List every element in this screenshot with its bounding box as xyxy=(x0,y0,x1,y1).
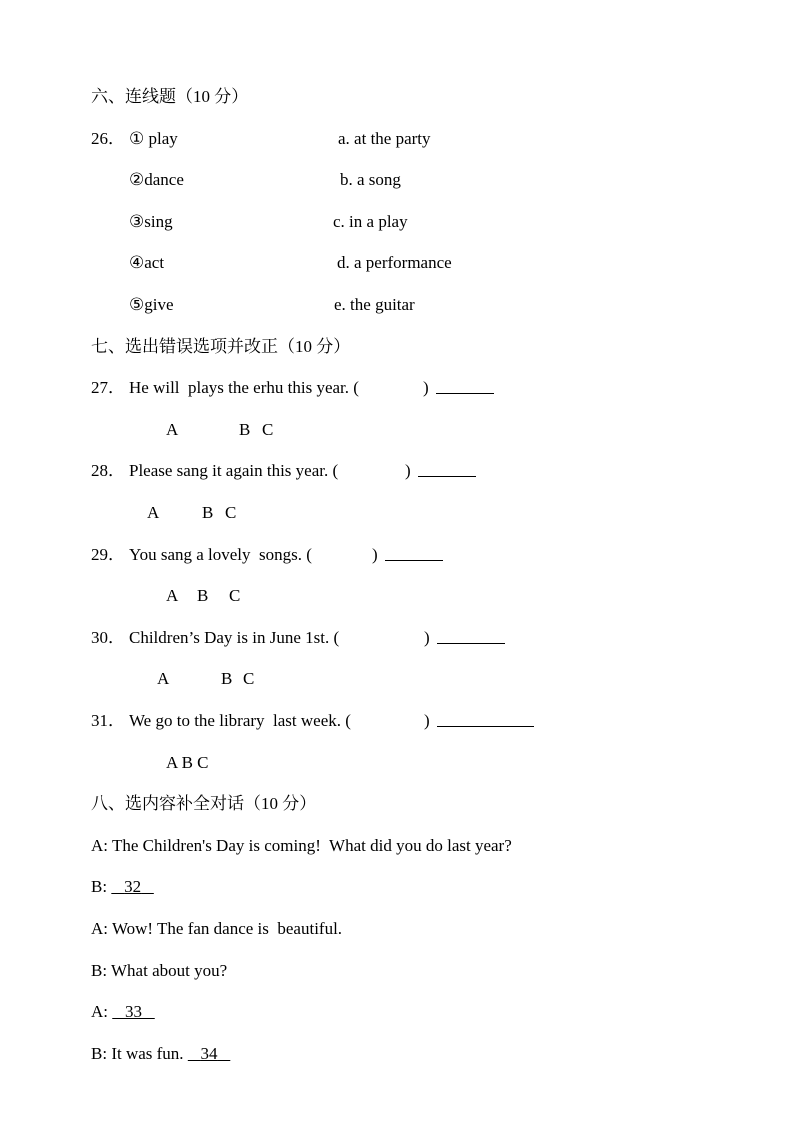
q26-right-d: d. a performance xyxy=(337,253,452,272)
q29-number: 29． xyxy=(91,545,125,564)
q30-number: 30． xyxy=(91,628,125,647)
q26-left-4: ④act xyxy=(129,253,165,272)
q26-right-b: b. a song xyxy=(340,170,401,189)
q30-answer-blank[interactable] xyxy=(437,627,505,650)
q26-right-a: a. at the party xyxy=(338,129,431,148)
dialogue-text: Wow! The fan dance is beautiful. xyxy=(111,919,343,938)
q29-option-b: B xyxy=(197,586,209,605)
blank-32[interactable]: 32 xyxy=(124,877,142,896)
q26-right-c: c. in a play xyxy=(333,212,408,231)
q27-answer-blank[interactable] xyxy=(436,377,494,400)
q28-option-a: A xyxy=(147,503,160,522)
q27-option-c: C xyxy=(262,420,274,439)
section6-title: 六、连线题（10 分） xyxy=(91,87,249,106)
q28-text: Please sang it again this year. ( xyxy=(129,461,339,480)
speaker: B: xyxy=(91,877,108,896)
dialogue-line-5 xyxy=(91,1001,155,1023)
q26-left-5: ⑤give xyxy=(129,295,174,314)
speaker: A: xyxy=(91,919,108,938)
dialogue-line-1 xyxy=(91,835,512,857)
q26-left-1: ① play xyxy=(129,129,178,148)
q30-option-b: B xyxy=(221,669,233,688)
q29-answer-blank[interactable] xyxy=(385,544,443,567)
speaker: B: xyxy=(91,961,108,980)
dialogue-line-4 xyxy=(91,960,227,982)
q28-number: 28． xyxy=(91,461,125,480)
dialogue-line-2 xyxy=(91,876,154,898)
blank-34[interactable]: 34 xyxy=(200,1044,218,1063)
q29-option-a: A xyxy=(166,586,179,605)
q31-close: ) xyxy=(424,711,430,730)
q30-close: ) xyxy=(424,628,430,647)
dialogue-text: The Children's Day is coming! What did you do last year? xyxy=(111,836,512,855)
q28-close: ) xyxy=(405,461,411,480)
q26-number: 26． xyxy=(91,129,125,148)
q31-options: A B C xyxy=(166,753,209,772)
q31-number: 31． xyxy=(91,711,125,730)
q26-left-2: ②dance xyxy=(129,170,184,189)
q26-left-3: ③sing xyxy=(129,212,173,231)
q28-option-c: C xyxy=(225,503,237,522)
q29-option-c: C xyxy=(229,586,241,605)
blank-33[interactable]: 33 xyxy=(125,1002,142,1021)
q27-text: He will plays the erhu this year. ( xyxy=(129,378,359,397)
q27-number: 27． xyxy=(91,378,125,397)
q30-text: Children’s Day is in June 1st. ( xyxy=(129,628,340,647)
speaker: A: xyxy=(91,836,108,855)
dialogue-text: What about you? xyxy=(111,961,228,980)
speaker: A: xyxy=(91,1002,108,1021)
q30-option-c: C xyxy=(243,669,255,688)
q28-option-b: B xyxy=(202,503,214,522)
q27-option-b: B xyxy=(239,420,251,439)
q31-answer-blank[interactable] xyxy=(437,710,534,733)
speaker: B: xyxy=(91,1044,108,1063)
dialogue-line-6 xyxy=(91,1043,230,1065)
q27-option-a: A xyxy=(166,420,179,439)
q29-text: You sang a lovely songs. ( xyxy=(129,545,312,564)
q31-text: We go to the library last week. ( xyxy=(129,711,351,730)
q29-close: ) xyxy=(372,545,378,564)
section7-title: 七、选出错误选项并改正（10 分） xyxy=(91,337,351,356)
q26-right-e: e. the guitar xyxy=(334,295,415,314)
q30-option-a: A xyxy=(157,669,170,688)
q28-answer-blank[interactable] xyxy=(418,460,476,483)
section8-title: 八、选内容补全对话（10 分） xyxy=(91,794,317,813)
dialogue-text: It was fun. xyxy=(111,1044,184,1063)
dialogue-line-3 xyxy=(91,918,342,940)
q27-close: ) xyxy=(423,378,429,397)
